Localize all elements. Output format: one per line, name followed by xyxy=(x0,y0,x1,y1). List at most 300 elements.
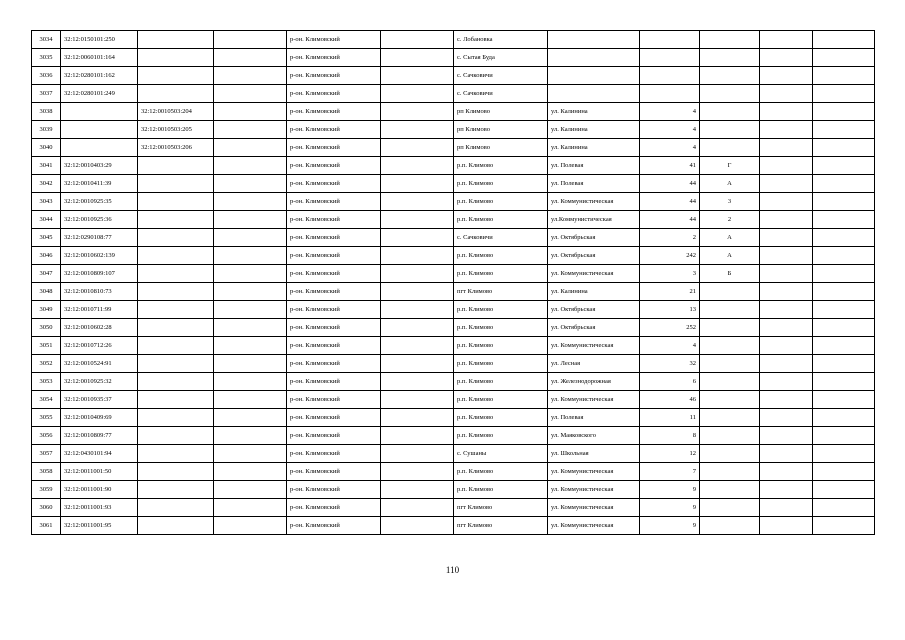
row-number-cell: 3052 xyxy=(32,355,61,373)
table-row xyxy=(32,517,875,535)
premises-cadastral-number-cell xyxy=(138,319,214,337)
premises-cadastral-number-cell xyxy=(138,499,214,517)
district-cell: р-он. Климовский xyxy=(287,31,381,49)
premises-cadastral-number-cell xyxy=(138,85,214,103)
house-number-cell: 3 xyxy=(640,265,700,283)
empty-cell xyxy=(813,103,875,121)
cadastral-number-cell: 32:12:0150101:250 xyxy=(61,31,138,49)
empty-cell xyxy=(381,445,454,463)
premises-cadastral-number-cell xyxy=(138,67,214,85)
house-letter-cell xyxy=(700,445,760,463)
house-letter-cell: А xyxy=(700,247,760,265)
locality-cell: р.п. Климово xyxy=(454,157,548,175)
table-row xyxy=(32,67,875,85)
house-letter-cell: Б xyxy=(700,265,760,283)
empty-cell xyxy=(813,193,875,211)
table-row xyxy=(32,85,875,103)
street-cell xyxy=(548,85,640,103)
district-cell: р-он. Климовский xyxy=(287,301,381,319)
district-cell: р-он. Климовский xyxy=(287,229,381,247)
empty-cell xyxy=(381,211,454,229)
premises-cadastral-number-cell xyxy=(138,445,214,463)
empty-cell xyxy=(760,355,813,373)
cadastral-number-cell xyxy=(61,139,138,157)
cadastral-number-cell: 32:12:0010925:32 xyxy=(61,373,138,391)
cadastral-number-cell: 32:12:0280101:249 xyxy=(61,85,138,103)
cadastral-number-cell: 32:12:0010403:29 xyxy=(61,157,138,175)
page-number: 110 xyxy=(445,565,460,575)
premises-cadastral-number-cell xyxy=(138,211,214,229)
empty-cell xyxy=(214,265,287,283)
empty-cell xyxy=(760,517,813,535)
house-letter-cell xyxy=(700,355,760,373)
empty-cell xyxy=(813,157,875,175)
cadastral-number-cell xyxy=(61,103,138,121)
row-number-cell: 3049 xyxy=(32,301,61,319)
premises-cadastral-number-cell: 32:12:0010503:206 xyxy=(138,139,214,157)
premises-cadastral-number-cell xyxy=(138,49,214,67)
house-letter-cell xyxy=(700,67,760,85)
empty-cell xyxy=(813,85,875,103)
street-cell xyxy=(548,49,640,67)
house-letter-cell xyxy=(700,481,760,499)
house-number-cell: 6 xyxy=(640,373,700,391)
district-cell: р-он. Климовский xyxy=(287,247,381,265)
house-number-cell xyxy=(640,85,700,103)
house-number-cell: 4 xyxy=(640,103,700,121)
empty-cell xyxy=(813,427,875,445)
empty-cell xyxy=(381,283,454,301)
locality-cell: пгт Климово xyxy=(454,499,548,517)
row-number-cell: 3041 xyxy=(32,157,61,175)
district-cell: р-он. Климовский xyxy=(287,157,381,175)
empty-cell xyxy=(813,319,875,337)
locality-cell: р.п. Климово xyxy=(454,211,548,229)
row-number-cell: 3043 xyxy=(32,193,61,211)
locality-cell: с. Сачковичи xyxy=(454,85,548,103)
district-cell: р-он. Климовский xyxy=(287,409,381,427)
district-cell: р-он. Климовский xyxy=(287,265,381,283)
locality-cell: с. Сачковичи xyxy=(454,67,548,85)
row-number-cell: 3037 xyxy=(32,85,61,103)
street-cell: ул. Маяковского xyxy=(548,427,640,445)
house-number-cell: 9 xyxy=(640,499,700,517)
row-number-cell: 3061 xyxy=(32,517,61,535)
cadastral-number-cell: 32:12:0010411:39 xyxy=(61,175,138,193)
district-cell: р-он. Климовский xyxy=(287,319,381,337)
empty-cell xyxy=(760,481,813,499)
empty-cell xyxy=(813,139,875,157)
empty-cell xyxy=(381,175,454,193)
table-row xyxy=(32,409,875,427)
street-cell xyxy=(548,67,640,85)
empty-cell xyxy=(813,337,875,355)
empty-cell xyxy=(381,67,454,85)
locality-cell: с. Сытая Буда xyxy=(454,49,548,67)
locality-cell: рп Климово xyxy=(454,139,548,157)
locality-cell: р.п. Климово xyxy=(454,427,548,445)
house-number-cell: 32 xyxy=(640,355,700,373)
house-letter-cell xyxy=(700,121,760,139)
empty-cell xyxy=(214,373,287,391)
locality-cell: пгт Климово xyxy=(454,517,548,535)
row-number-cell: 3034 xyxy=(32,31,61,49)
empty-cell xyxy=(214,85,287,103)
cadastral-number-cell: 32:12:0010925:36 xyxy=(61,211,138,229)
empty-cell xyxy=(214,463,287,481)
empty-cell xyxy=(813,481,875,499)
empty-cell xyxy=(214,283,287,301)
empty-cell xyxy=(760,265,813,283)
house-letter-cell xyxy=(700,139,760,157)
street-cell: ул.Коммунистическая xyxy=(548,211,640,229)
empty-cell xyxy=(760,337,813,355)
empty-cell xyxy=(813,121,875,139)
row-number-cell: 3053 xyxy=(32,373,61,391)
district-cell: р-он. Климовский xyxy=(287,283,381,301)
empty-cell xyxy=(813,229,875,247)
locality-cell: рп Климово xyxy=(454,121,548,139)
street-cell: ул. Коммунистическая xyxy=(548,265,640,283)
house-number-cell: 252 xyxy=(640,319,700,337)
empty-cell xyxy=(760,229,813,247)
house-letter-cell: Г xyxy=(700,157,760,175)
street-cell: ул. Полевая xyxy=(548,409,640,427)
locality-cell: р.п. Климово xyxy=(454,481,548,499)
cadastral-number-cell: 32:12:0010810:73 xyxy=(61,283,138,301)
house-letter-cell xyxy=(700,283,760,301)
row-number-cell: 3039 xyxy=(32,121,61,139)
empty-cell xyxy=(813,463,875,481)
empty-cell xyxy=(381,247,454,265)
house-number-cell: 44 xyxy=(640,211,700,229)
house-number-cell: 2 xyxy=(640,229,700,247)
premises-cadastral-number-cell xyxy=(138,247,214,265)
cadastral-number-cell: 32:12:0010409:69 xyxy=(61,409,138,427)
house-letter-cell xyxy=(700,409,760,427)
locality-cell: р.п. Климово xyxy=(454,319,548,337)
empty-cell xyxy=(813,499,875,517)
empty-cell xyxy=(214,427,287,445)
row-number-cell: 3045 xyxy=(32,229,61,247)
row-number-cell: 3047 xyxy=(32,265,61,283)
row-number-cell: 3060 xyxy=(32,499,61,517)
cadastral-number-cell: 32:12:0010809:77 xyxy=(61,427,138,445)
street-cell: ул. Октябрьская xyxy=(548,247,640,265)
empty-cell xyxy=(214,49,287,67)
table-row xyxy=(32,121,875,139)
premises-cadastral-number-cell xyxy=(138,229,214,247)
street-cell: ул. Школьная xyxy=(548,445,640,463)
empty-cell xyxy=(214,337,287,355)
empty-cell xyxy=(214,517,287,535)
table-row xyxy=(32,157,875,175)
empty-cell xyxy=(381,463,454,481)
empty-cell xyxy=(381,265,454,283)
house-number-cell: 21 xyxy=(640,283,700,301)
empty-cell xyxy=(214,319,287,337)
street-cell: ул. Лесная xyxy=(548,355,640,373)
street-cell: ул. Калинина xyxy=(548,103,640,121)
premises-cadastral-number-cell xyxy=(138,463,214,481)
district-cell: р-он. Климовский xyxy=(287,211,381,229)
empty-cell xyxy=(214,193,287,211)
street-cell: ул. Коммунистическая xyxy=(548,499,640,517)
locality-cell: р.п. Климово xyxy=(454,247,548,265)
registry-table xyxy=(31,30,875,535)
row-number-cell: 3048 xyxy=(32,283,61,301)
cadastral-number-cell: 32:12:0010602:28 xyxy=(61,319,138,337)
empty-cell xyxy=(813,175,875,193)
empty-cell xyxy=(214,157,287,175)
row-number-cell: 3051 xyxy=(32,337,61,355)
premises-cadastral-number-cell xyxy=(138,157,214,175)
district-cell: р-он. Климовский xyxy=(287,481,381,499)
house-letter-cell xyxy=(700,49,760,67)
row-number-cell: 3056 xyxy=(32,427,61,445)
row-number-cell: 3036 xyxy=(32,67,61,85)
street-cell: ул. Октябрьская xyxy=(548,319,640,337)
house-number-cell: 9 xyxy=(640,517,700,535)
street-cell: ул. Октябрьская xyxy=(548,301,640,319)
empty-cell xyxy=(381,409,454,427)
empty-cell xyxy=(381,499,454,517)
street-cell: ул. Коммунистическая xyxy=(548,481,640,499)
premises-cadastral-number-cell xyxy=(138,337,214,355)
cadastral-number-cell: 32:12:0010711:99 xyxy=(61,301,138,319)
empty-cell xyxy=(381,139,454,157)
empty-cell xyxy=(760,247,813,265)
cadastral-number-cell: 32:12:0010809:107 xyxy=(61,265,138,283)
row-number-cell: 3059 xyxy=(32,481,61,499)
table-row xyxy=(32,499,875,517)
locality-cell: р.п. Климово xyxy=(454,337,548,355)
locality-cell: с. Лобановка xyxy=(454,31,548,49)
house-number-cell: 13 xyxy=(640,301,700,319)
district-cell: р-он. Климовский xyxy=(287,67,381,85)
empty-cell xyxy=(214,445,287,463)
district-cell: р-он. Климовский xyxy=(287,139,381,157)
house-number-cell: 12 xyxy=(640,445,700,463)
house-number-cell: 4 xyxy=(640,139,700,157)
empty-cell xyxy=(381,391,454,409)
empty-cell xyxy=(760,445,813,463)
street-cell: ул. Коммунистическая xyxy=(548,517,640,535)
row-number-cell: 3040 xyxy=(32,139,61,157)
district-cell: р-он. Климовский xyxy=(287,463,381,481)
house-letter-cell xyxy=(700,463,760,481)
locality-cell: рп Климово xyxy=(454,103,548,121)
empty-cell xyxy=(760,193,813,211)
premises-cadastral-number-cell xyxy=(138,283,214,301)
cadastral-number-cell: 32:12:0290108:77 xyxy=(61,229,138,247)
table-row xyxy=(32,337,875,355)
house-number-cell: 9 xyxy=(640,481,700,499)
locality-cell: р.п. Климово xyxy=(454,301,548,319)
empty-cell xyxy=(214,355,287,373)
premises-cadastral-number-cell xyxy=(138,193,214,211)
table-row xyxy=(32,229,875,247)
registry-table-body xyxy=(32,31,875,535)
table-row xyxy=(32,265,875,283)
empty-cell xyxy=(760,409,813,427)
premises-cadastral-number-cell xyxy=(138,355,214,373)
house-letter-cell xyxy=(700,391,760,409)
street-cell: ул. Коммунистическая xyxy=(548,463,640,481)
house-letter-cell xyxy=(700,301,760,319)
empty-cell xyxy=(760,157,813,175)
table-row xyxy=(32,49,875,67)
empty-cell xyxy=(214,139,287,157)
table-row xyxy=(32,247,875,265)
house-letter-cell: А xyxy=(700,175,760,193)
empty-cell xyxy=(760,103,813,121)
empty-cell xyxy=(760,499,813,517)
row-number-cell: 3044 xyxy=(32,211,61,229)
district-cell: р-он. Климовский xyxy=(287,517,381,535)
street-cell: ул. Полевая xyxy=(548,175,640,193)
empty-cell xyxy=(381,517,454,535)
empty-cell xyxy=(813,445,875,463)
table-row xyxy=(32,193,875,211)
empty-cell xyxy=(813,355,875,373)
district-cell: р-он. Климовский xyxy=(287,193,381,211)
row-number-cell: 3042 xyxy=(32,175,61,193)
table-row xyxy=(32,175,875,193)
premises-cadastral-number-cell xyxy=(138,373,214,391)
cadastral-number-cell: 32:12:0010712:26 xyxy=(61,337,138,355)
empty-cell xyxy=(381,193,454,211)
empty-cell xyxy=(760,283,813,301)
street-cell: ул. Коммунистическая xyxy=(548,391,640,409)
empty-cell xyxy=(214,247,287,265)
empty-cell xyxy=(760,463,813,481)
house-number-cell: 11 xyxy=(640,409,700,427)
table-row xyxy=(32,427,875,445)
table-row xyxy=(32,103,875,121)
premises-cadastral-number-cell xyxy=(138,265,214,283)
empty-cell xyxy=(214,103,287,121)
empty-cell xyxy=(381,301,454,319)
district-cell: р-он. Климовский xyxy=(287,337,381,355)
house-number-cell: 46 xyxy=(640,391,700,409)
house-number-cell xyxy=(640,49,700,67)
district-cell: р-он. Климовский xyxy=(287,121,381,139)
empty-cell xyxy=(760,139,813,157)
house-number-cell: 242 xyxy=(640,247,700,265)
cadastral-number-cell: 32:12:0010935:37 xyxy=(61,391,138,409)
row-number-cell: 3038 xyxy=(32,103,61,121)
house-letter-cell xyxy=(700,517,760,535)
premises-cadastral-number-cell: 32:12:0010503:204 xyxy=(138,103,214,121)
house-number-cell xyxy=(640,67,700,85)
cadastral-number-cell: 32:12:0010925:35 xyxy=(61,193,138,211)
locality-cell: р.п. Климово xyxy=(454,463,548,481)
empty-cell xyxy=(813,409,875,427)
empty-cell xyxy=(813,211,875,229)
row-number-cell: 3054 xyxy=(32,391,61,409)
table-row xyxy=(32,283,875,301)
empty-cell xyxy=(813,283,875,301)
house-letter-cell xyxy=(700,373,760,391)
empty-cell xyxy=(760,301,813,319)
premises-cadastral-number-cell xyxy=(138,391,214,409)
street-cell: ул. Полевая xyxy=(548,157,640,175)
district-cell: р-он. Климовский xyxy=(287,175,381,193)
empty-cell xyxy=(381,319,454,337)
district-cell: р-он. Климовский xyxy=(287,355,381,373)
house-letter-cell xyxy=(700,427,760,445)
house-number-cell xyxy=(640,31,700,49)
cadastral-number-cell: 32:12:0011001:90 xyxy=(61,481,138,499)
empty-cell xyxy=(760,175,813,193)
district-cell: р-он. Климовский xyxy=(287,391,381,409)
empty-cell xyxy=(813,31,875,49)
empty-cell xyxy=(760,67,813,85)
house-number-cell: 44 xyxy=(640,175,700,193)
locality-cell: р.п. Климово xyxy=(454,391,548,409)
house-letter-cell xyxy=(700,337,760,355)
district-cell: р-он. Климовский xyxy=(287,373,381,391)
cadastral-number-cell: 32:12:0010602:139 xyxy=(61,247,138,265)
house-number-cell: 7 xyxy=(640,463,700,481)
house-number-cell: 41 xyxy=(640,157,700,175)
house-number-cell: 8 xyxy=(640,427,700,445)
house-letter-cell: 2 xyxy=(700,211,760,229)
empty-cell xyxy=(813,391,875,409)
table-row xyxy=(32,355,875,373)
locality-cell: р.п. Климово xyxy=(454,175,548,193)
premises-cadastral-number-cell xyxy=(138,427,214,445)
empty-cell xyxy=(813,301,875,319)
house-letter-cell xyxy=(700,85,760,103)
premises-cadastral-number-cell xyxy=(138,301,214,319)
table-row xyxy=(32,211,875,229)
cadastral-number-cell: 32:12:0010524:91 xyxy=(61,355,138,373)
locality-cell: с. Сушаны xyxy=(454,445,548,463)
cadastral-number-cell: 32:12:0011001:95 xyxy=(61,517,138,535)
empty-cell xyxy=(381,427,454,445)
street-cell: ул. Калинина xyxy=(548,121,640,139)
empty-cell xyxy=(760,373,813,391)
locality-cell: р.п. Климово xyxy=(454,355,548,373)
locality-cell: р.п. Климово xyxy=(454,193,548,211)
district-cell: р-он. Климовский xyxy=(287,427,381,445)
empty-cell xyxy=(760,121,813,139)
empty-cell xyxy=(381,337,454,355)
table-row xyxy=(32,481,875,499)
premises-cadastral-number-cell xyxy=(138,175,214,193)
empty-cell xyxy=(214,391,287,409)
empty-cell xyxy=(760,391,813,409)
premises-cadastral-number-cell: 32:12:0010503:205 xyxy=(138,121,214,139)
empty-cell xyxy=(381,229,454,247)
house-letter-cell xyxy=(700,103,760,121)
row-number-cell: 3058 xyxy=(32,463,61,481)
row-number-cell: 3057 xyxy=(32,445,61,463)
street-cell xyxy=(548,31,640,49)
street-cell: ул. Железнодорожная xyxy=(548,373,640,391)
empty-cell xyxy=(214,67,287,85)
table-row xyxy=(32,319,875,337)
street-cell: ул. Коммунистическая xyxy=(548,193,640,211)
street-cell: ул. Калинина xyxy=(548,283,640,301)
empty-cell xyxy=(813,247,875,265)
district-cell: р-он. Климовский xyxy=(287,445,381,463)
house-letter-cell: А xyxy=(700,229,760,247)
district-cell: р-он. Климовский xyxy=(287,103,381,121)
empty-cell xyxy=(760,49,813,67)
